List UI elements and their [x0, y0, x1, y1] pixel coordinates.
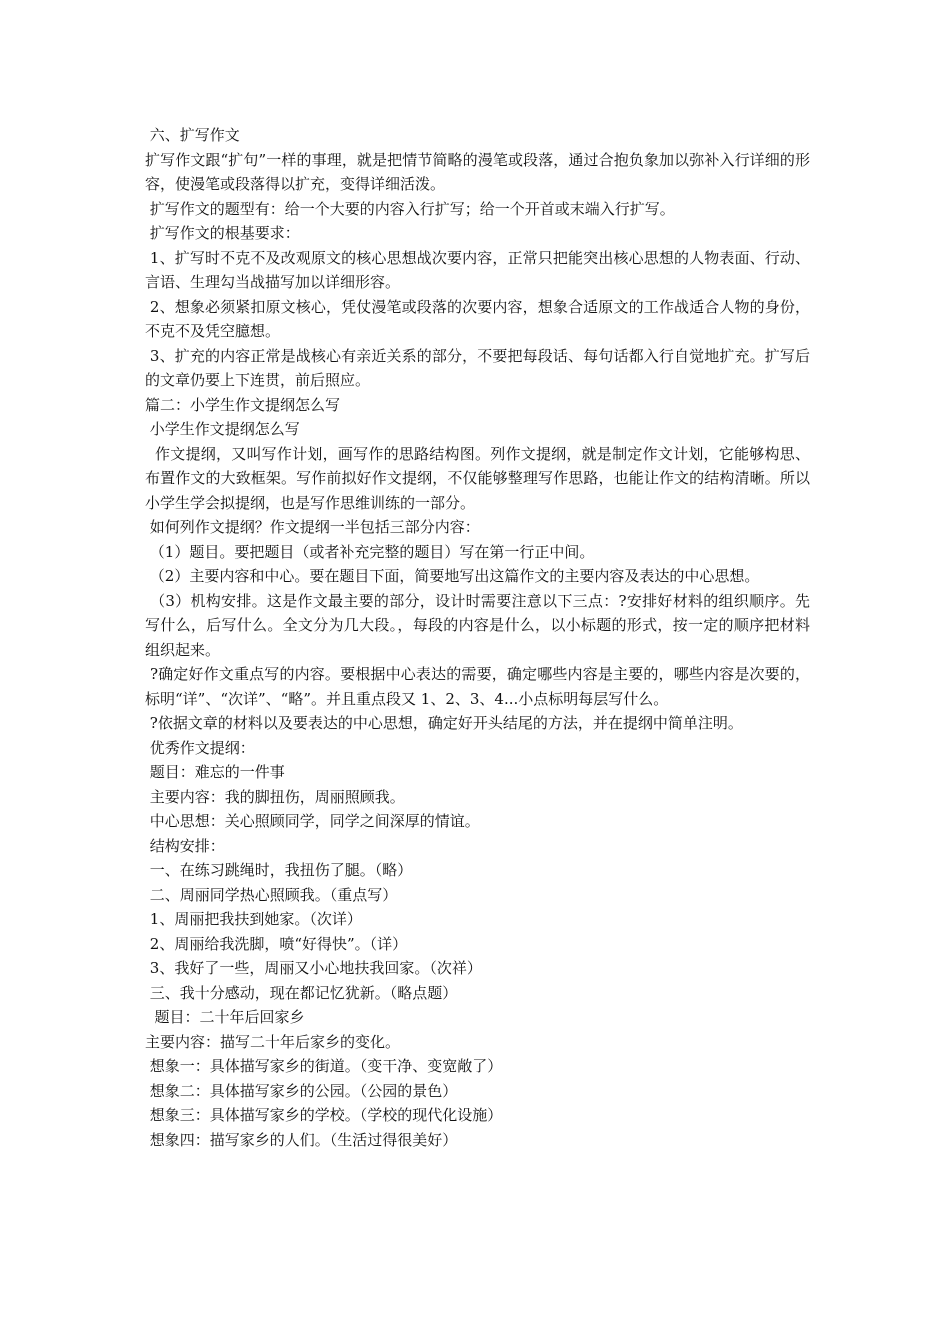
example1-structure-item-2: 二、周丽同学热心照顾我。（重点写） [145, 885, 398, 904]
requirement-item-3: 3、扩充的内容正常是战核心有亲近关系的部分，不要把每段话、每句话都入行自觉地扩充。扩写后的文章仍要上下连贯，前后照应。 [145, 346, 810, 389]
paragraph-question-types: 扩写作文的题型有：给一个大要的内容入行扩写；给一个开首或末端入行扩写。 [145, 199, 675, 218]
example2-main-content: 主要内容：描写二十年后家乡的变化。 [145, 1032, 401, 1051]
outline-point-opening-ending: ?依据文章的材料以及要表达的中心思想，确定好开头结尾的方法，并在提纲中简单注明。 [145, 714, 743, 732]
subheading-outline: 小学生作文提纲怎么写 [145, 420, 300, 438]
example1-substep-1: 1、周丽把我扶到她家。（次详） [145, 910, 362, 928]
requirement-item-2: 2、想象必须紧扣原文核心，凭仗漫笔或段落的次要内容，想象合适原文的工作战适合人物的身份，不克不及凭空臆想。 [145, 297, 810, 340]
paragraph-basic-requirements: 扩写作文的根基要求： [145, 224, 300, 242]
example1-structure-item-1: 一、在练习跳绳时，我扭伤了腿。（略） [145, 861, 413, 879]
example1-central-idea: 中心思想：关心照顾同学，同学之间深厚的情谊。 [145, 812, 480, 830]
outline-point-key-content: ?确定好作文重点写的内容。要根据中心表达的需要，确定哪些内容是主要的，哪些内容是次要的，标明“详”、“次详”、“略”。并且重点段又 1、2、3、4...小点标明每层写什么。 [145, 665, 810, 708]
example2-imagination-3: 想象三：具体描写家乡的学校。（学校的现代化设施） [145, 1106, 503, 1124]
example1-structure-heading: 结构安排： [145, 836, 225, 855]
paragraph-outline-parts: 如何列作文提纲？作文提纲一半包括三部分内容： [145, 518, 480, 536]
example1-main-content: 主要内容：我的脚扭伤，周丽照顾我。 [145, 787, 405, 806]
document-page [145, 123, 810, 1152]
paragraph-outline-intro: 作文提纲，又叫写作计划，画写作的思路结构图。列作文提纲，就是制定作文计划，它能够构思、布置作文的大致框架。写作前拟好作文提纲，不仅能够整理写作思路，也能让作文的结构清晰。所以小学生学会拟提纲，也是写作思维训练的一部分。 [145, 444, 810, 512]
outline-part-2: （2）主要内容和中心。要在题目下面，简要地写出这篇作文的主要内容及表达的中心思想。 [145, 567, 760, 585]
example1-substep-3: 3、我好了一些，周丽又小心地扶我回家。（次祥） [145, 959, 482, 977]
example2-title: 题目：二十年后回家乡 [145, 1008, 305, 1026]
example1-title: 题目：难忘的一件事 [145, 763, 285, 781]
example2-imagination-4: 想象四：描写家乡的人们。（生活过得很美好） [145, 1130, 458, 1149]
example1-substep-2: 2、周丽给我洗脚，喷“好得快”。（详） [145, 934, 408, 953]
example1-structure-item-3: 三、我十分感动，现在都记忆犹新。（略点题） [145, 983, 458, 1002]
outline-part-3: （3）机构安排。这是作文最主要的部分，设计时需要注意以下三点：?安排好材料的组织顺序。先写什么，后写什么。全文分为几大段。，每段的内容是什么，以小标题的形式，按一定的顺序把材料组织起来。 [145, 591, 810, 659]
outline-part-1: （1）题目。要把题目（或者补充完整的题目）写在第一行正中间。 [145, 542, 595, 561]
paragraph-definition: 扩写作文跟“扩句”一样的事理，就是把情节简略的漫笔或段落，通过合抱负象加以弥补入行详细的形容，使漫笔或段落得以扩充，变得详细活泼。 [145, 150, 810, 193]
example2-imagination-1: 想象一：具体描写家乡的街道。（变干净、变宽敞了） [145, 1057, 503, 1075]
example-heading: 优秀作文提纲： [145, 738, 255, 757]
section-heading-expansion-writing: 六、扩写作文 [145, 126, 240, 144]
chapter-heading-outline: 篇二：小学生作文提纲怎么写 [145, 395, 341, 414]
example2-imagination-2: 想象二：具体描写家乡的公园。（公园的景色） [145, 1081, 458, 1100]
requirement-item-1: 1、扩写时不克不及改观原文的核心思想战次要内容，正常只把能突出核心思想的人物表面、行动、言语、生理勾当战描写加以详细形容。 [145, 248, 810, 291]
